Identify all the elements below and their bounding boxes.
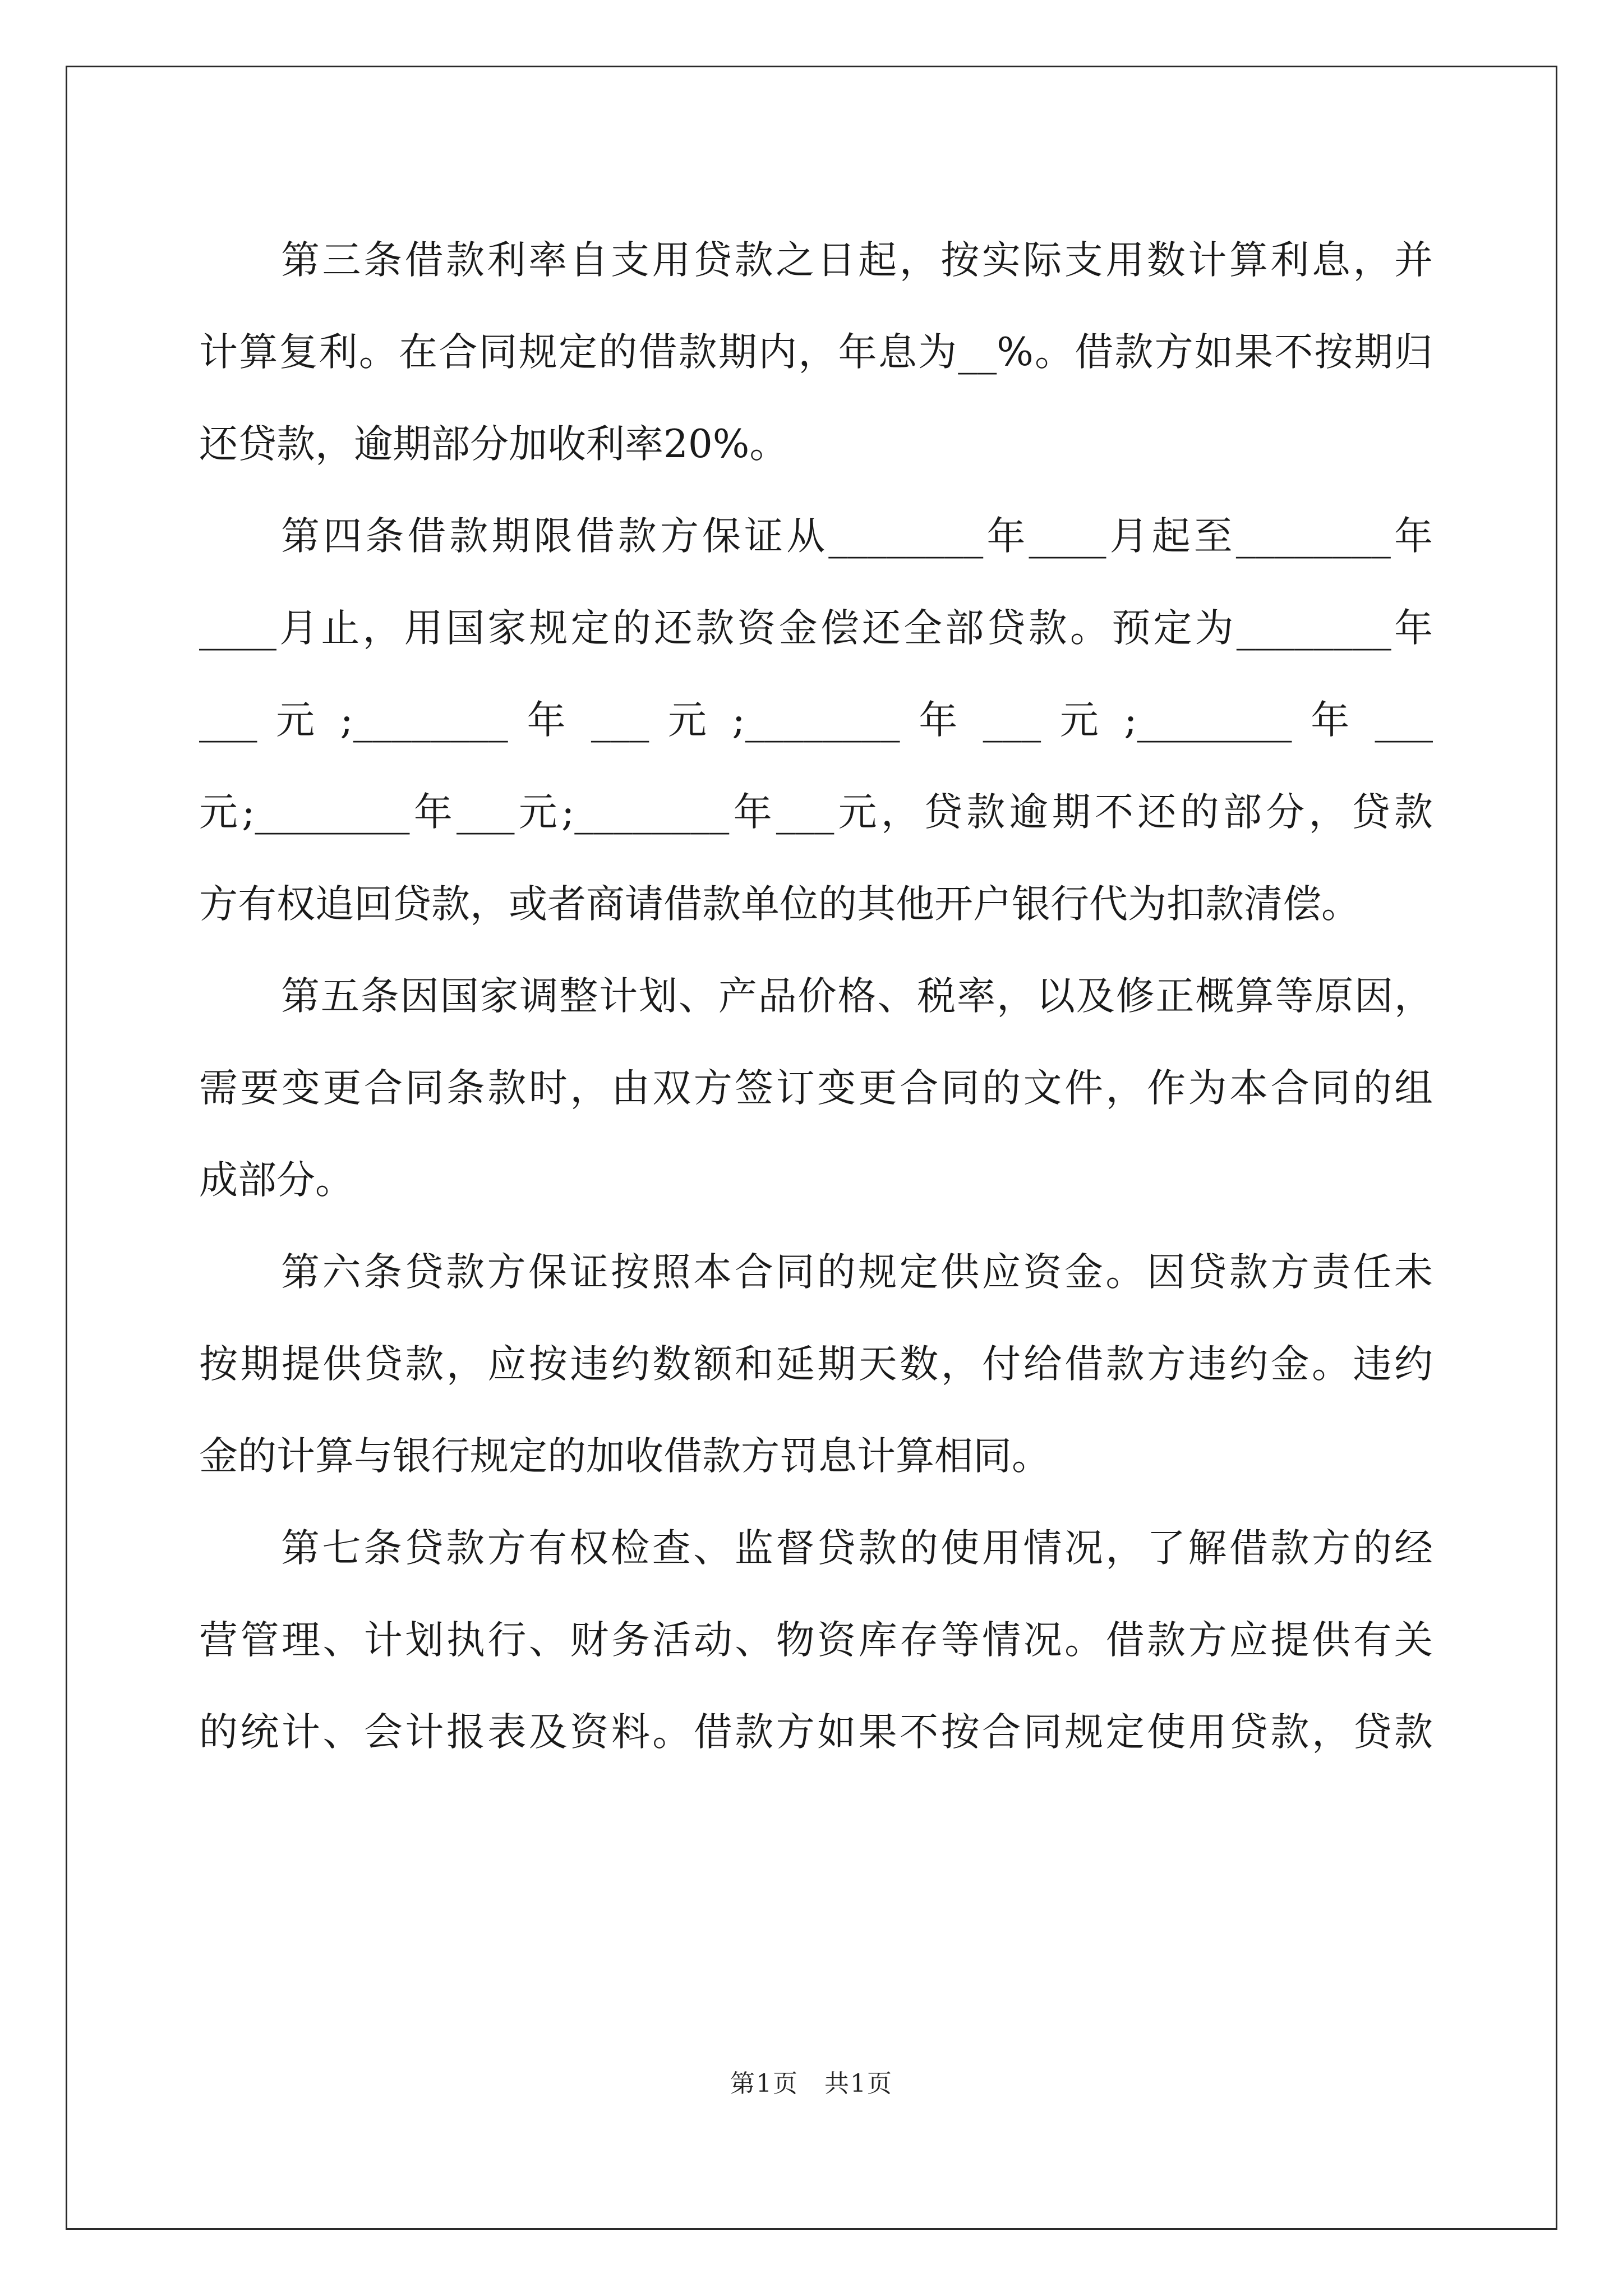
paragraph-article-3: [199, 214, 1433, 490]
text-line: 营管理、计划执行、财务活动、物资库存等情况。借款方应提供有关: [199, 1618, 1433, 1663]
paragraph-article-4: [199, 490, 1433, 950]
text-line: 还贷款，逾期部分加收利率20%。: [199, 422, 789, 467]
paragraph-article-5: [199, 950, 1433, 1226]
text-line: 的统计、会计报表及资料。借款方如果不按合同规定使用贷款，贷款: [199, 1710, 1433, 1755]
text-line: ____月止，用国家规定的还款资金偿还全部贷款。预定为________年: [199, 606, 1433, 651]
text-line: 按期提供贷款，应按违约数额和延期天数，付给借款方违约金。违约: [199, 1342, 1433, 1387]
text-line: 第七条贷款方有权检查、监督贷款的使用情况，了解借款方的经: [281, 1526, 1433, 1571]
text-line: 第三条借款利率自支用贷款之日起，按实际支用数计算利息，并: [281, 238, 1433, 283]
text-line: ___ 元 ;________ 年 ___ 元 ;________ 年 ___ 元 ;________ 年 ___: [199, 698, 1433, 743]
text-line: 元;________年___元;________年___元，贷款逾期不还的部分，贷款: [199, 790, 1433, 835]
document-body: [199, 214, 1433, 1778]
paragraph-article-7: [199, 1502, 1433, 1778]
paragraph-article-6: [199, 1226, 1433, 1502]
text-line: 第四条借款期限借款方保证从________年____月起至________年: [281, 514, 1433, 559]
text-line: 第五条因国家调整计划、产品价格、税率，以及修正概算等原因，: [281, 974, 1433, 1019]
text-line: 第六条贷款方保证按照本合同的规定供应资金。因贷款方责任未: [281, 1250, 1433, 1295]
text-line: 计算复利。在合同规定的借款期内，年息为__%。借款方如果不按期归: [199, 330, 1433, 375]
text-line: 金的计算与银行规定的加收借款方罚息计算相同。: [199, 1434, 1050, 1479]
text-line: 需要变更合同条款时，由双方签订变更合同的文件，作为本合同的组: [199, 1066, 1433, 1111]
page-number: 第1页 共1页: [730, 2069, 893, 2098]
text-line: 成部分。: [199, 1158, 354, 1203]
text-line: 方有权追回贷款，或者商请借款单位的其他开户银行代为扣款清偿。: [199, 882, 1360, 927]
